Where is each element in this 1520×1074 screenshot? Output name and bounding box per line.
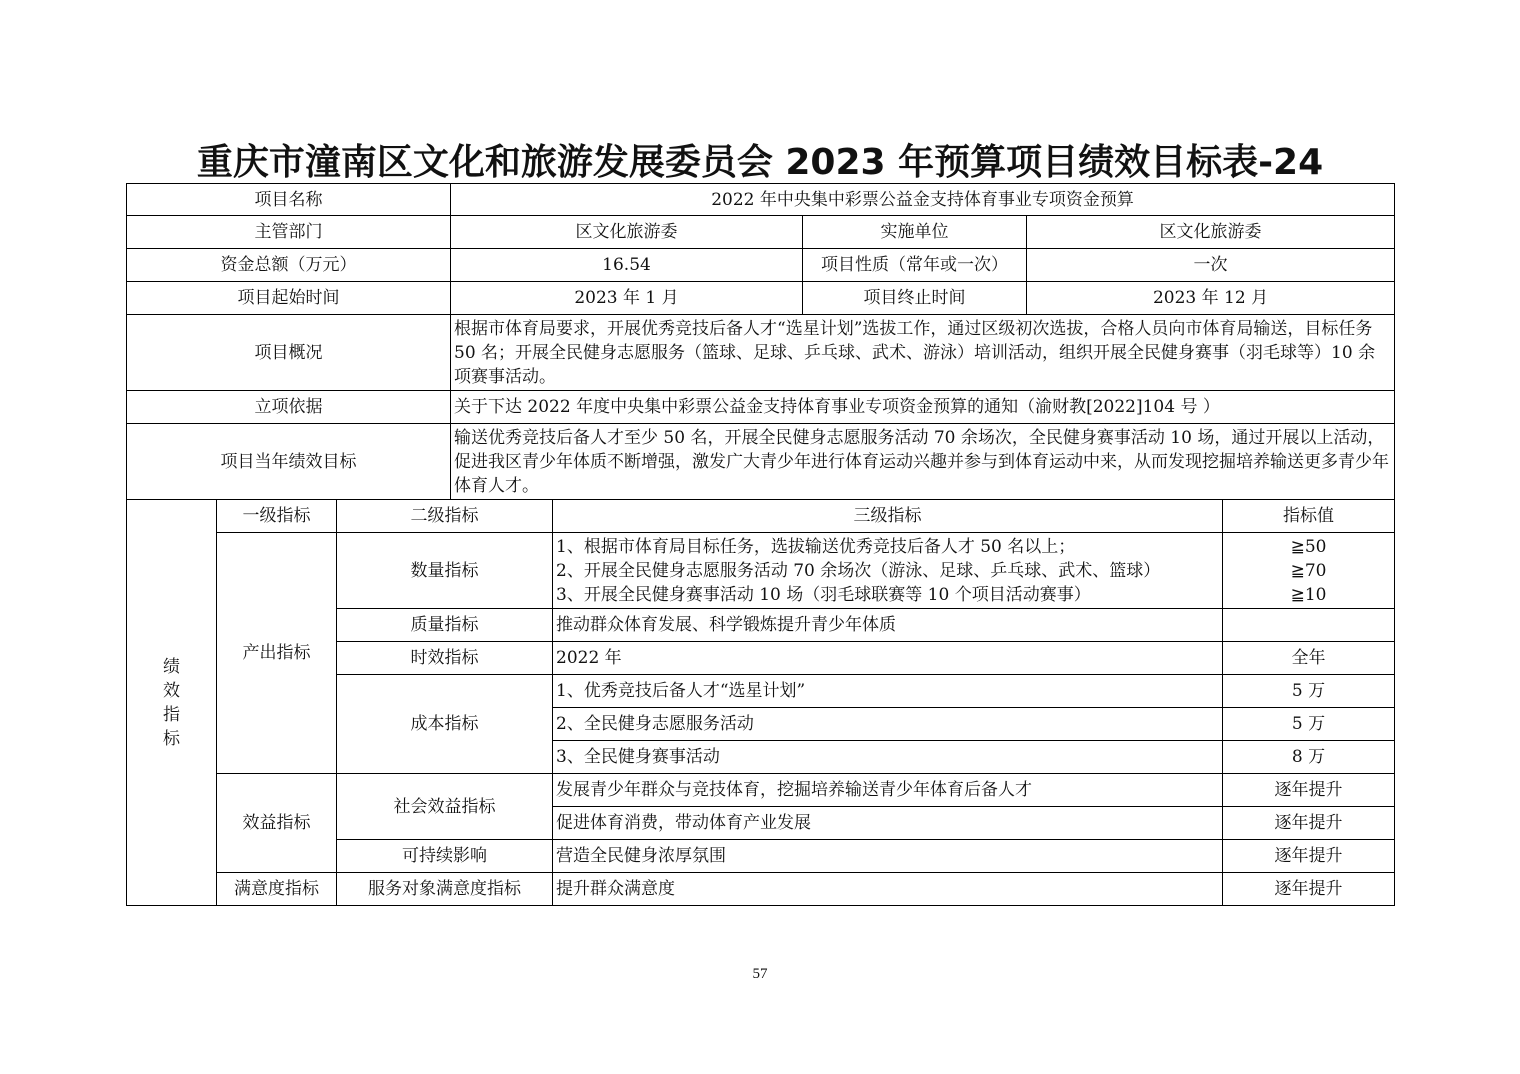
end-value: 2023 年 12 月 bbox=[1027, 282, 1395, 315]
service-value: 逐年提升 bbox=[1223, 873, 1395, 906]
timeliness-item: 2022 年 bbox=[553, 642, 1223, 675]
timeliness-indicator: 时效指标 bbox=[337, 642, 553, 675]
cost-item: 3、全民健身赛事活动 bbox=[553, 741, 1223, 774]
quantity-indicator: 数量指标 bbox=[337, 533, 553, 609]
header-value: 指标值 bbox=[1223, 500, 1395, 533]
start-label: 项目起始时间 bbox=[127, 282, 451, 315]
satisfaction-indicator: 满意度指标 bbox=[217, 873, 337, 906]
impl-label: 实施单位 bbox=[803, 216, 1027, 249]
fund-value: 16.54 bbox=[451, 249, 803, 282]
timeliness-value: 全年 bbox=[1223, 642, 1395, 675]
quantity-value: ≧50 bbox=[1290, 536, 1327, 557]
service-indicator: 服务对象满意度指标 bbox=[337, 873, 553, 906]
end-label: 项目终止时间 bbox=[803, 282, 1027, 315]
service-item: 提升群众满意度 bbox=[553, 873, 1223, 906]
start-value: 2023 年 1 月 bbox=[451, 282, 803, 315]
nature-value: 一次 bbox=[1027, 249, 1395, 282]
side-char: 标 bbox=[163, 728, 180, 749]
quantity-item: 2、开展全民健身志愿服务活动 70 余场次（游泳、足球、乒乓球、武术、篮球） bbox=[556, 560, 1161, 581]
performance-side-label bbox=[127, 500, 217, 906]
social-indicator: 社会效益指标 bbox=[337, 774, 553, 840]
sustain-item: 营造全民健身浓厚氛围 bbox=[553, 840, 1223, 873]
overview-label: 项目概况 bbox=[127, 315, 451, 391]
social-value: 逐年提升 bbox=[1223, 807, 1395, 840]
dept-label: 主管部门 bbox=[127, 216, 451, 249]
project-name-value: 2022 年中央集中彩票公益金支持体育事业专项资金预算 bbox=[451, 184, 1395, 216]
overview-text: 根据市体育局要求，开展优秀竞技后备人才“选星计划”选拔工作，通过区级初次选拔，合格人员向市体育局输送，目标任务 50 名；开展全民健身志愿服务（篮球、足球、乒乓球、武术、游泳）培训活动，组织开展全民健身赛事（羽毛球等）10 余项赛事活动。 bbox=[451, 315, 1395, 391]
cost-value: 5 万 bbox=[1223, 675, 1395, 708]
side-char: 效 bbox=[163, 680, 180, 701]
page-title: 重庆市潼南区文化和旅游发展委员会 2023 年预算项目绩效目标表-24 bbox=[196, 142, 1324, 183]
cost-item: 2、全民健身志愿服务活动 bbox=[553, 708, 1223, 741]
basis-text: 关于下达 2022 年度中央集中彩票公益金支持体育事业专项资金预算的通知（渝财教[2022]104 号 ） bbox=[451, 391, 1395, 424]
quantity-item: 3、开展全民健身赛事活动 10 场（羽毛球联赛等 10 个项目活动赛事） bbox=[556, 584, 1091, 605]
cost-value: 8 万 bbox=[1223, 741, 1395, 774]
sustain-value: 逐年提升 bbox=[1223, 840, 1395, 873]
cost-indicator: 成本指标 bbox=[337, 675, 553, 774]
performance-table bbox=[126, 183, 1395, 906]
quantity-values bbox=[1223, 533, 1395, 609]
quality-item: 推动群众体育发展、科学锻炼提升青少年体质 bbox=[553, 609, 1223, 642]
fund-label: 资金总额（万元） bbox=[127, 249, 451, 282]
project-name-label: 项目名称 bbox=[127, 184, 451, 216]
social-value: 逐年提升 bbox=[1223, 774, 1395, 807]
quantity-value: ≧10 bbox=[1290, 584, 1327, 605]
quantity-items bbox=[553, 533, 1223, 609]
side-char: 指 bbox=[163, 704, 180, 725]
quantity-item: 1、根据市体育局目标任务，选拔输送优秀竞技后备人才 50 名以上； bbox=[556, 536, 1076, 557]
social-item: 发展青少年群众与竞技体育，挖掘培养输送青少年体育后备人才 bbox=[553, 774, 1223, 807]
header-level3: 三级指标 bbox=[553, 500, 1223, 533]
quality-indicator: 质量指标 bbox=[337, 609, 553, 642]
benefit-indicator: 效益指标 bbox=[217, 774, 337, 873]
output-indicator: 产出指标 bbox=[217, 533, 337, 774]
quantity-value: ≧70 bbox=[1290, 560, 1327, 581]
page-number: 57 bbox=[752, 966, 768, 982]
goal-label: 项目当年绩效目标 bbox=[127, 424, 451, 500]
side-char: 绩 bbox=[163, 656, 180, 677]
cost-value: 5 万 bbox=[1223, 708, 1395, 741]
goal-text: 输送优秀竞技后备人才至少 50 名，开展全民健身志愿服务活动 70 余场次，全民健身赛事活动 10 场，通过开展以上活动，促进我区青少年体质不断增强，激发广大青少年进行体育运动兴趣并参与到体育运动中来，从而发现挖掘培养输送更多青少年体育人才。 bbox=[451, 424, 1395, 500]
dept-value: 区文化旅游委 bbox=[451, 216, 803, 249]
quality-value bbox=[1223, 609, 1395, 642]
social-item: 促进体育消费，带动体育产业发展 bbox=[553, 807, 1223, 840]
nature-label: 项目性质（常年或一次） bbox=[803, 249, 1027, 282]
cost-item: 1、优秀竞技后备人才“选星计划” bbox=[553, 675, 1223, 708]
header-level2: 二级指标 bbox=[337, 500, 553, 533]
header-level1: 一级指标 bbox=[217, 500, 337, 533]
sustain-indicator: 可持续影响 bbox=[337, 840, 553, 873]
basis-label: 立项依据 bbox=[127, 391, 451, 424]
impl-value: 区文化旅游委 bbox=[1027, 216, 1395, 249]
